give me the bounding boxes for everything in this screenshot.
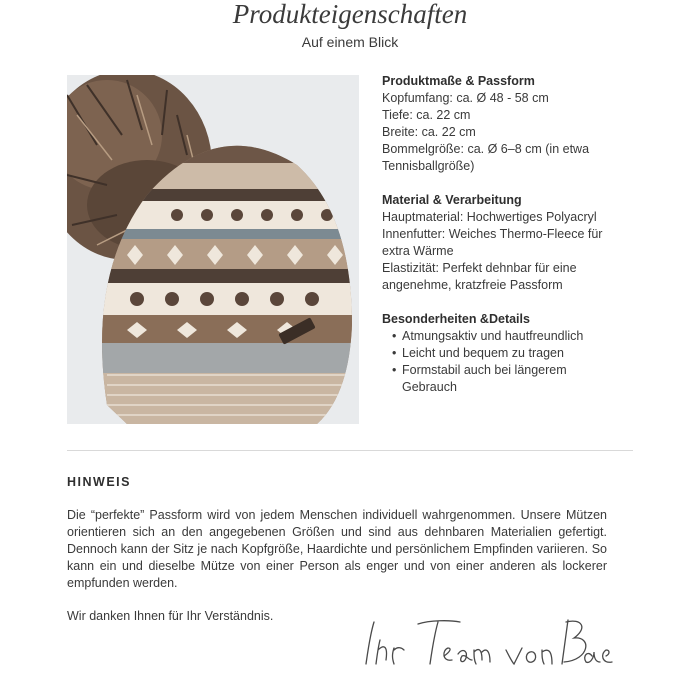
divider bbox=[67, 450, 633, 451]
section-heading-material: Material & Verarbeitung bbox=[382, 193, 522, 207]
details-list bbox=[382, 328, 622, 396]
list-item-text: Formstabil auch bei längerem Gebrauch bbox=[402, 363, 567, 394]
property-line: Bommelgröße: ca. Ø 6–8 cm (in etwa bbox=[382, 142, 590, 156]
property-line: Innenfutter: Weiches Thermo-Fleece für bbox=[382, 227, 603, 241]
section-heading-dimensions: Produktmaße & Passform bbox=[382, 74, 535, 88]
list-item bbox=[382, 345, 622, 362]
list-item bbox=[382, 328, 622, 345]
list-item-text: Leicht und bequem zu tragen bbox=[402, 346, 564, 360]
signature-logo bbox=[360, 610, 620, 670]
product-photo bbox=[67, 75, 359, 424]
notice-heading: HINWEIS bbox=[67, 475, 131, 489]
property-line: Hauptmaterial: Hochwertiges Polyacryl bbox=[382, 210, 597, 224]
bullet-icon: • bbox=[392, 329, 397, 343]
page-title: Produkteigenschaften bbox=[232, 0, 468, 29]
page-subtitle: Auf einem Blick bbox=[301, 34, 399, 50]
list-item-text: Atmungsaktiv und hautfreundlich bbox=[402, 329, 584, 343]
bullet-icon: • bbox=[392, 363, 397, 377]
property-line: extra Wärme bbox=[382, 244, 454, 258]
product-properties bbox=[382, 73, 622, 396]
property-line: angenehme, kratzfreie Passform bbox=[382, 278, 563, 292]
property-line: Tennisballgröße) bbox=[382, 159, 475, 173]
thanks-text: Wir danken Ihnen für Ihr Verständnis. bbox=[67, 609, 274, 623]
list-item bbox=[382, 362, 622, 396]
property-line: Elastizität: Perfekt dehnbar für eine bbox=[382, 261, 577, 275]
property-line: Kopfumfang: ca. Ø 48 - 58 cm bbox=[382, 91, 549, 105]
property-line: Tiefe: ca. 22 cm bbox=[382, 108, 471, 122]
bullet-icon: • bbox=[392, 346, 397, 360]
property-line: Breite: ca. 22 cm bbox=[382, 125, 476, 139]
notice-body: Die “perfekte” Passform wird von jedem Menschen individuell wahrgenommen. Unsere Mützen orientieren sich an den angegebenen Größen und sind aus dehnbaren Materialien gefertigt. Dennoch kann der Sitz je nach Kopfgröße, Haardichte und persönlichem Empfinden variieren. So kann ein und dieselbe Mütze von einer Person als enger und von einer anderen als lockerer empfunden werden. bbox=[67, 508, 607, 590]
section-heading-details: Besonderheiten &Details bbox=[382, 312, 530, 326]
